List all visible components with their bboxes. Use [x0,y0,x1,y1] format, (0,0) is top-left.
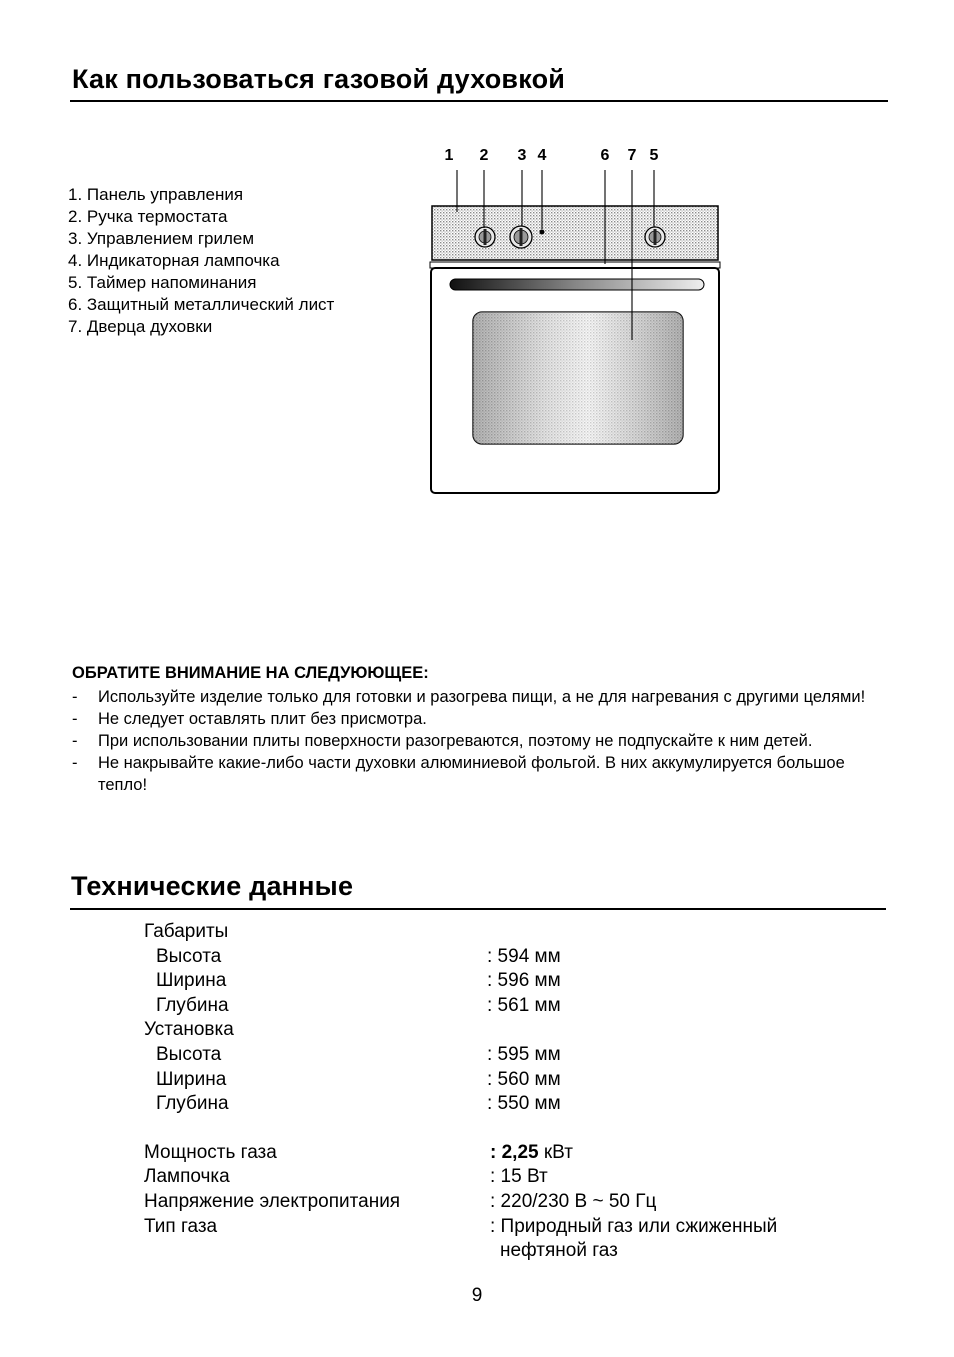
table-row [144,1165,864,1190]
bullet-dash: - [72,754,78,772]
callout-1: 1 [444,147,454,164]
spec-label: Тип газа [144,1215,218,1237]
spec-value [490,1215,777,1264]
list-item: 2. Ручка термостата [68,207,228,226]
spec-label: Высота [156,945,222,967]
spec-label: Напряжение электропитания [144,1190,401,1212]
spec-label: Ширина [156,970,227,992]
notice-list [72,686,892,796]
notice-text: Используйте изделие только для готовки и разогрева пищи, а не для нагревания с другими целями! [98,688,866,706]
table-row [144,994,864,1019]
table-row [144,1215,864,1264]
callout-4: 4 [537,147,547,164]
gas-power-value: : 2,25 [490,1141,539,1163]
title-underline [70,100,888,102]
gas-power-unit: кВт [538,1141,573,1163]
spec-label: Глубина [156,1093,229,1115]
indicator-lamp [540,230,545,235]
spec-value: : 550 мм [487,1093,561,1115]
list-item: 3. Управлением грилем [68,229,255,248]
table-row [144,1043,864,1068]
list-item [72,686,892,708]
list-item: 4. Индикаторная лампочка [68,251,280,270]
specs-table [144,920,864,1264]
table-row [144,1068,864,1093]
callout-3: 3 [517,147,527,164]
bullet-dash: - [72,710,78,728]
table-row [144,945,864,970]
bullet-dash: - [72,732,78,750]
grill-knob [510,226,532,248]
callout-2: 2 [479,147,489,164]
callout-5: 5 [649,147,659,164]
spec-value: : 594 мм [487,945,561,967]
list-item: 5. Таймер напоминания [68,273,257,292]
table-row [144,1141,864,1166]
table-row [144,1092,864,1117]
list-item [72,730,892,752]
callout-7: 7 [627,147,637,164]
timer-knob [645,227,665,247]
gas-type-line1: : Природный газ или сжиженный [490,1215,778,1237]
spec-label: Глубина [156,994,229,1016]
spec-value: : 596 мм [487,970,561,992]
section-underline [70,908,886,910]
door-handle [450,279,704,290]
spec-label: Ширина [156,1068,227,1090]
notice-text: Не следует оставлять плит без присмотра. [98,710,427,728]
section-title: Технические данные [71,871,354,901]
callout-6: 6 [600,147,610,164]
spec-group-label: Установка [144,1019,234,1041]
bullet-dash: - [72,688,78,706]
spec-label: Высота [156,1043,222,1065]
spec-value: : 220/230 В ~ 50 Гц [490,1190,657,1212]
list-item [72,708,892,730]
list-item: 1. Панель управления [68,185,244,204]
notice-text: При использовании плиты поверхности разогреваются, поэтому не подпускайте к ним детей. [98,732,813,750]
gas-type-line2: нефтяной газ [500,1240,618,1262]
parts-list [68,184,334,338]
spec-group-label: Габариты [144,921,229,942]
notice-text: Не накрывайте какие-либо части духовки алюминиевой фольгой. В них аккумулируется большое тепло! [98,754,845,794]
spec-value: : 15 Вт [490,1166,548,1188]
control-panel [432,206,718,260]
table-row [144,1190,864,1215]
spec-label: Лампочка [144,1166,230,1188]
oven-diagram [425,140,725,500]
table-row [144,969,864,994]
table-row [144,920,864,945]
list-item: 7. Дверца духовки [68,317,213,336]
table-row [144,1018,864,1043]
spec-value: : 560 мм [487,1068,561,1090]
spec-value [490,1141,573,1166]
list-item: 6. Защитный металлический лист [68,295,335,314]
list-item [72,752,892,796]
page-title: Как пользоваться газовой духовкой [72,64,566,94]
spec-value: : 561 мм [487,994,561,1016]
page-number: 9 [471,1285,483,1306]
spec-value: : 595 мм [487,1043,561,1065]
thermostat-knob [475,227,495,247]
spec-label: Мощность газа [144,1141,277,1163]
notice-title: ОБРАТИТЕ ВНИМАНИЕ НА СЛЕДУЮЮЩЕЕ: [72,664,429,682]
